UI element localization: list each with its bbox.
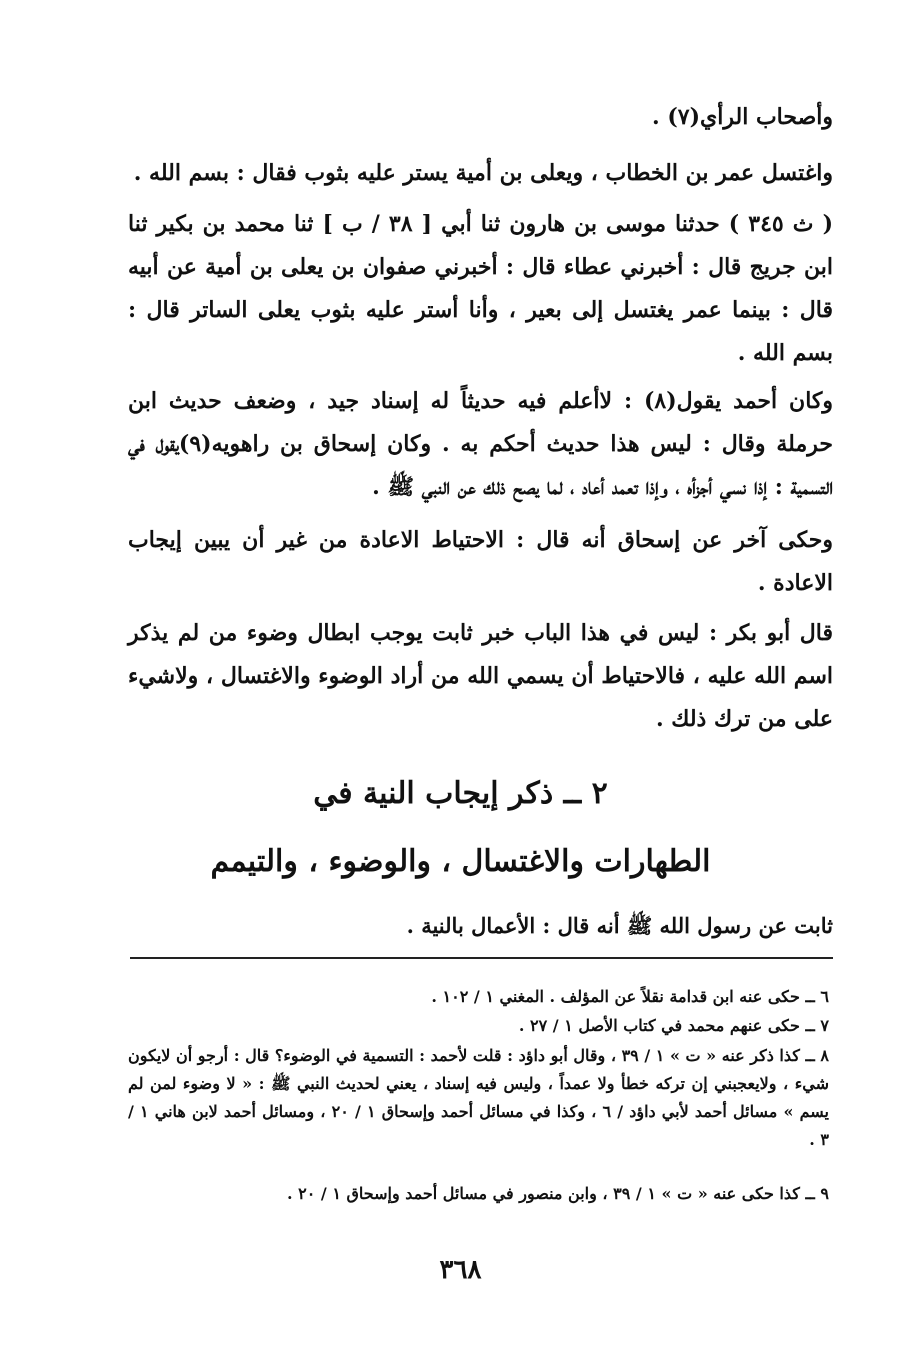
page-number: ٣٦٨ (439, 1255, 482, 1285)
section-heading-line2: الطهارات والاغتسال ، والوضوء ، والتيمم (210, 844, 711, 879)
section-intro: ثابت عن رسول الله ﷺ أنه قال : الأعمال بالنية . (406, 913, 833, 938)
paragraph-ishaq-ihtiyat: وحكى آخر عن إسحاق أنه قال : الاحتياط الاعادة من غير أن يبين إيجاب الاعادة . (128, 527, 833, 596)
paragraph-umar-ghusl: واغتسل عمر بن الخطاب ، ويعلى بن أمية يستر عليه بثوب فقال : بسم الله . (133, 160, 833, 186)
section-heading-line1: ٢ ــ ذكر إيجاب النية في (313, 776, 608, 811)
paragraph-ahmad-opinion: وكان أحمد يقول(٨) : لاأعلم فيه حديثاً له إسناد جيد ، وضعف حديث ابن حرملة وقال : ليس هذا حديث أحكم به . وكان إسحاق بن راهويه(٩)يقول في التسمية : إذا نسي أجزأه ، وإذا تعمد أعاد ، لما يصح ذلك عن النبي ﷺ . (128, 388, 834, 500)
paragraph-ashab-al-ray: وأصحاب الرأي(٧) . (652, 104, 833, 130)
footnote-7: ٧ ــ حكى عنهم محمد في كتاب الأصل ١ / ٢٧ . (518, 1016, 829, 1035)
footnote-6: ٦ ــ حكى عنه ابن قدامة نقلاً عن المؤلف . المغني ١ / ١٠٢ . (431, 987, 829, 1006)
paragraph-abu-bakr-conclusion: قال أبو بكر : ليس في هذا الباب خبر ثابت يوجب ابطال وضوء من لم يذكر اسم الله عليه ، فالاحتياط أن يسمي الله من أراد الوضوء والاغتسال ، ولاشيء على من ترك ذلك . (128, 620, 833, 732)
footnote-8: ٨ ــ كذا ذكر عنه « ت » ١ / ٣٩ ، وقال أبو داؤد : قلت لأحمد : التسمية في الوضوء؟ قال : أرجو أن لايكون شيء ، ولايعجبني إن تركه خطأ ولا عمداً ، وليس فيه إسناد ، يعني لحديث النبي ﷺ : « لا وضوء لمن لم يسم » مسائل أحمد لأبي داؤد / ٦ ، وكذا في مسائل أحمد وإسحاق ١ / ٢٠ ، ومسائل أحمد لابن هاني ١ / ٣ . (128, 1046, 830, 1149)
footnote-divider (130, 957, 833, 959)
paragraph-hadith-345: ( ث ٣٤٥ ) حدثنا موسى بن هارون ثنا أبي [ ٣٨ / ب ] ثنا محمد بن بكير ثنا ابن جريج قال : أخبرني عطاء قال : أخبرني صفوان بن يعلى بن أمية عن أبيه قال : بينما عمر يغتسل إلى بعير ، وأنا أستر عليه بثوب يعلى الساتر قال : بسم الله . (128, 211, 833, 366)
footnote-9: ٩ ــ كذا حكى عنه « ت » ١ / ٣٩ ، وابن منصور في مسائل أحمد وإسحاق ١ / ٢٠ . (287, 1184, 829, 1203)
